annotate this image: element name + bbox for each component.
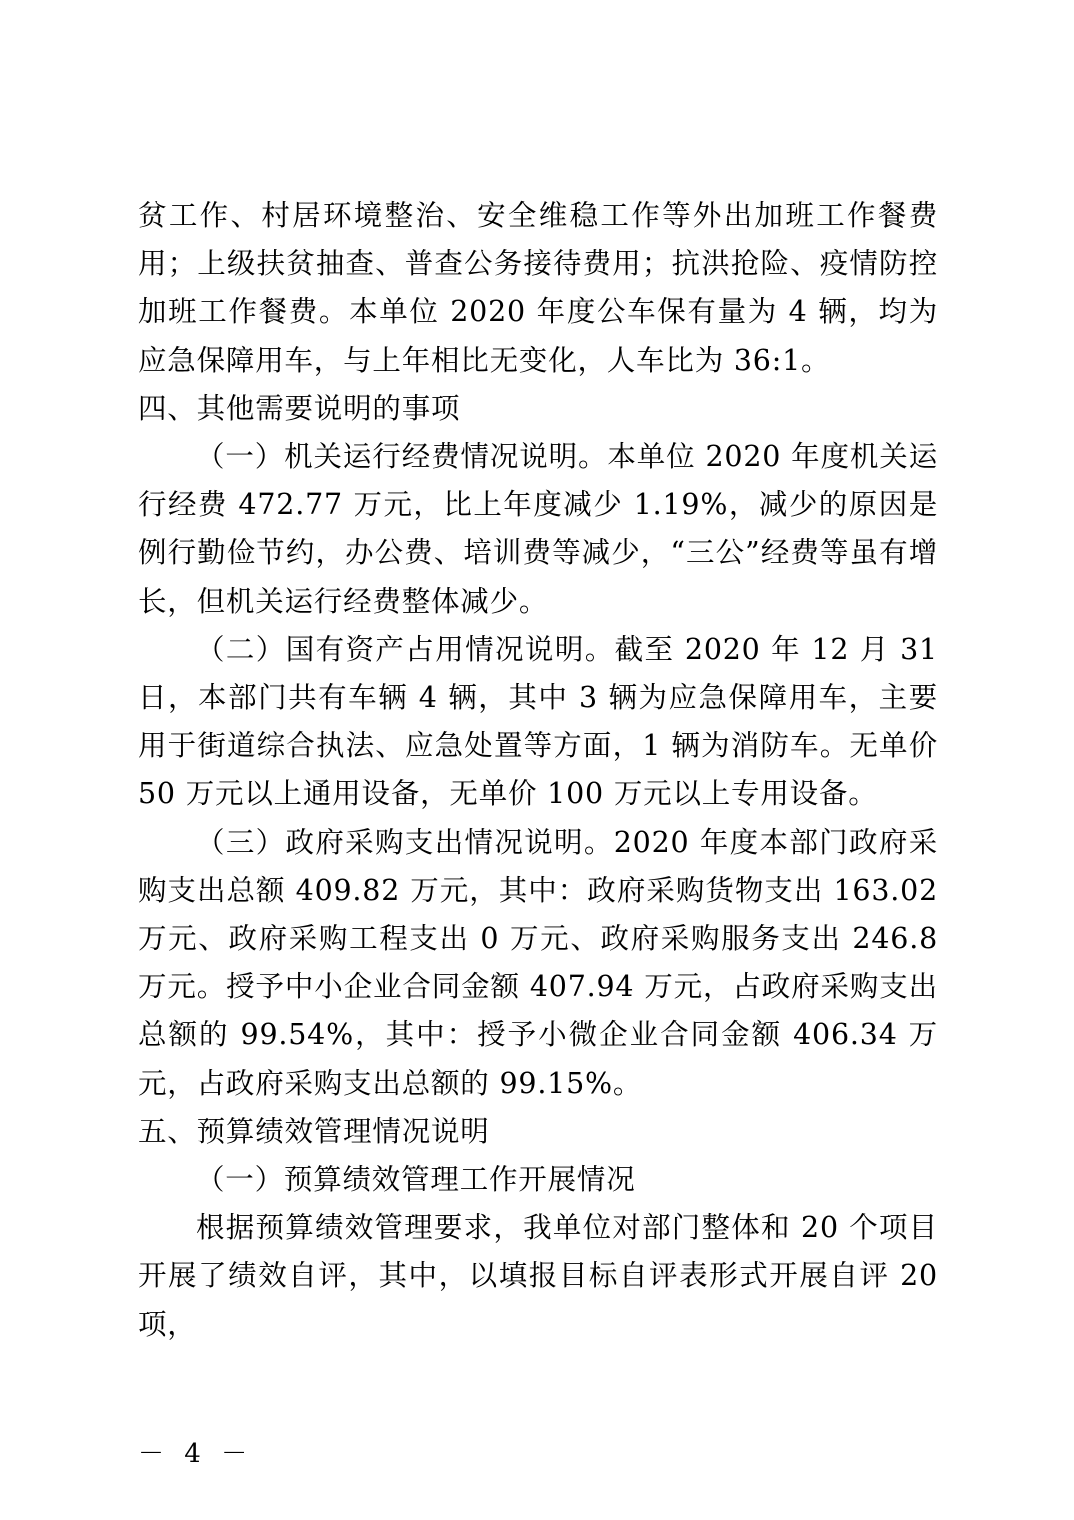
- section-heading-4: 四、其他需要说明的事项: [138, 391, 461, 425]
- section-heading-5: 五、预算绩效管理情况说明: [138, 1114, 490, 1148]
- paragraph-operating-expenses: （一）机关运行经费情况说明。本单位 2020 年度机关运行经费 472.77 万元，比上年度减少 1.19%，减少的原因是例行勤俭节约，办公费、培训费等减少，“三公”经费等虽有增长，但机关运行经费整体减少。: [138, 440, 938, 618]
- document-body: [138, 192, 938, 1349]
- page-number: － 4 －: [138, 1439, 254, 1469]
- paragraph-performance-evaluation: 根据预算绩效管理要求，我单位对部门整体和 20 个项目开展了绩效自评，其中，以填报目标自评表形式开展自评 20 项，: [138, 1211, 938, 1341]
- paragraph-continuation: 贫工作、村居环境整治、安全维稳工作等外出加班工作餐费用；上级扶贫抽查、普查公务接待费用；抗洪抢险、疫情防控加班工作餐费。本单位 2020 年度公车保有量为 4 辆，均为应急保障用车，与上年相比无变化，人车比为 36:1。: [138, 199, 938, 377]
- subsection-heading-performance: （一）预算绩效管理工作开展情况: [196, 1163, 636, 1197]
- paragraph-government-procurement: （三）政府采购支出情况说明。2020 年度本部门政府采购支出总额 409.82 万元，其中：政府采购货物支出 163.02 万元、政府采购工程支出 0 万元、政府采购服务支出 246.8 万元。授予中小企业合同金额 407.94 万元，占政府采购支出总额的 99.54%，其中：授予小微企业合同金额 406.34 万元，占政府采购支出总额的 99.15%。: [138, 825, 938, 1100]
- paragraph-state-assets: （二）国有资产占用情况说明。截至 2020 年 12 月 31 日，本部门共有车辆 4 辆，其中 3 辆为应急保障用车，主要用于街道综合执法、应急处置等方面，1 辆为消防车。无单价 50 万元以上通用设备，无单价 100 万元以上专用设备。: [138, 632, 938, 811]
